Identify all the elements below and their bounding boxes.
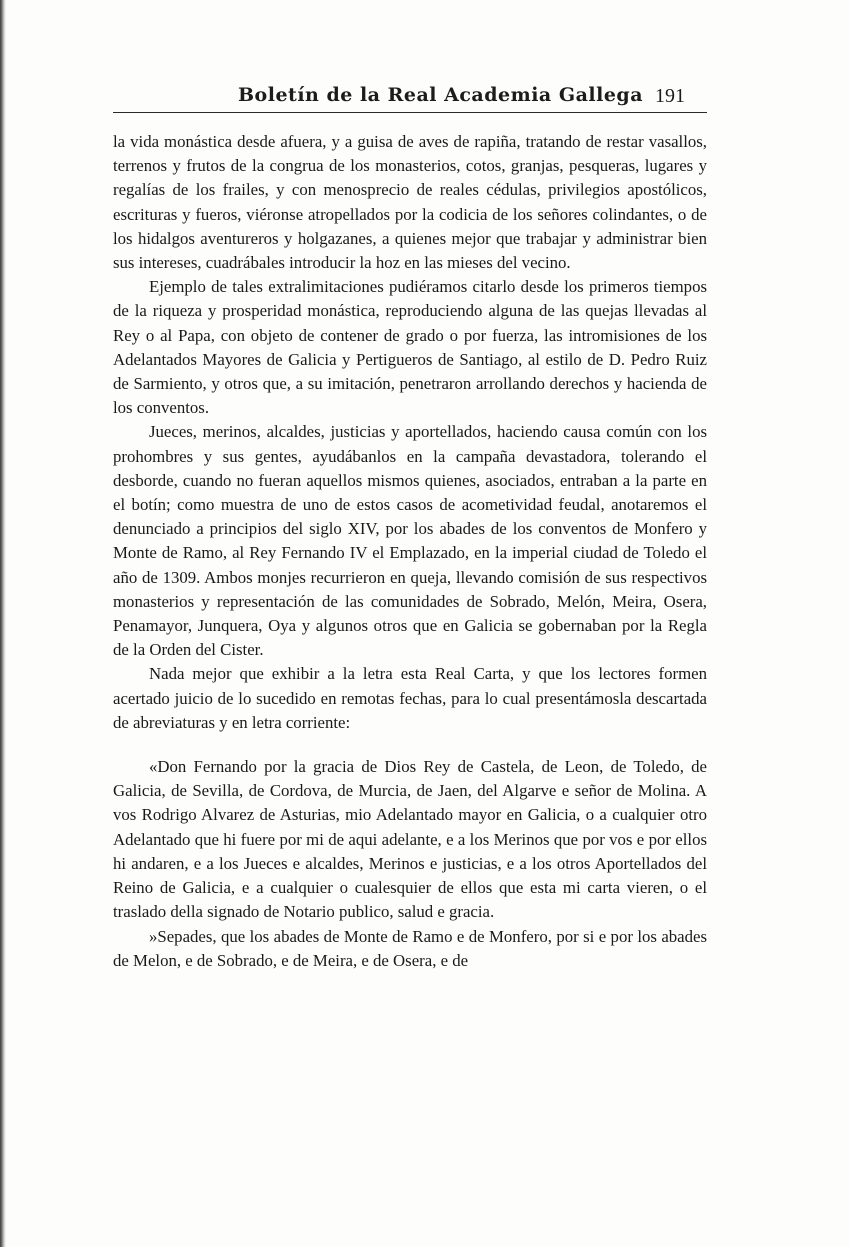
paragraph-continuation: la vida monástica desde afuera, y a guisa de aves de rapiña, tratando de restar vasallos, terrenos y frutos de la congrua de los monasterios, cotos, granjas, pesqueras, lugares y regalías de los frailes, y con menosprecio de reales cédulas, privilegios apostólicos, escrituras y fueros, viéronse atropellados por la codicia de los señores colindantes, o de los hidalgos aventureros y holgazanes, a quienes mejor que trabajar y administrar bien sus intereses, cuadrábales introducir la hoz en las mieses del vecino. xyxy=(113,132,707,273)
quote-sepades: »Sepades, que los abades de Monte de Ramo e de Monfero, por si e por los abades de Melon, e de Sobrado, e de Meira, e de Osera, e de xyxy=(113,926,707,970)
scan-binding-edge xyxy=(0,0,6,1247)
paragraph-ejemplo: Ejemplo de tales extralimitaciones pudiéramos citarlo desde los primeros tiempos de la riqueza y prosperidad monástica, reproduciendo alguna de las quejas llevadas al Rey o al Papa, con objeto de contener de grado o por fuerza, las intromisiones de los Adelantados Mayores de Galicia y Pertigueros de Santiago, al estilo de D. Pedro Ruiz de Sarmiento, y otros que, a su imitación, penetraron arrollando derechos y hacienda de los conventos. xyxy=(113,277,707,418)
running-title: Boletín de la Real Academia Gallega xyxy=(238,84,644,106)
body-text xyxy=(113,130,707,973)
paragraph-jueces: Jueces, merinos, alcaldes, justicias y aportellados, haciendo causa común con los prohombres y sus gentes, ayudábanlos en la campaña devastadora, tolerando el desborde, cuando no fueran aquellos mismos quienes, asociados, entraban a la parte en el botín; como muestra de uno de estos casos de acometividad feudal, anotaremos el denunciado a principios del siglo XIV, por los abades de los conventos de Monfero y Monte de Ramo, al Rey Fernando IV el Emplazado, en la imperial ciudad de Toledo el año de 1309. Ambos monjes recurrieron en queja, llevando comisión de sus respectivos monasterios y representación de las comunidades de Sobrado, Melón, Meira, Osera, Penamayor, Junquera, Oya y algunos otros que en Galicia se gobernaban por la Regla de la Orden del Cister. xyxy=(113,422,707,660)
quote-royal-letter: «Don Fernando por la gracia de Dios Rey de Castela, de Leon, de Toledo, de Galicia, de Sevilla, de Cordova, de Murcia, de Jaen, del Algarve e señor de Molina. A vos Rodrigo Alvarez de Asturias, mio Adelantado mayor en Galicia, o a cualquier otro Adelantado que hi fuere por mi de aqui adelante, e a los Merinos que por vos e por ellos hi andaren, e a los Jueces e alcaldes, Merinos e justicias, e a los otros Aportellados del Reino de Galicia, e a cualquier o cualesquier de ellos que esta mi carta vieren, o el traslado della signado de Notario publico, salud e gracia. xyxy=(113,757,707,922)
page-header xyxy=(113,84,707,112)
paragraph-nada-mejor: Nada mejor que exhibir a la letra esta Real Carta, y que los lectores formen acertado juicio de lo sucedido en remotas fechas, para lo cual presentámosla descartada de abreviaturas y en letra corriente: xyxy=(113,664,707,732)
header-rule xyxy=(113,112,707,113)
page-number: 191 xyxy=(655,85,685,107)
